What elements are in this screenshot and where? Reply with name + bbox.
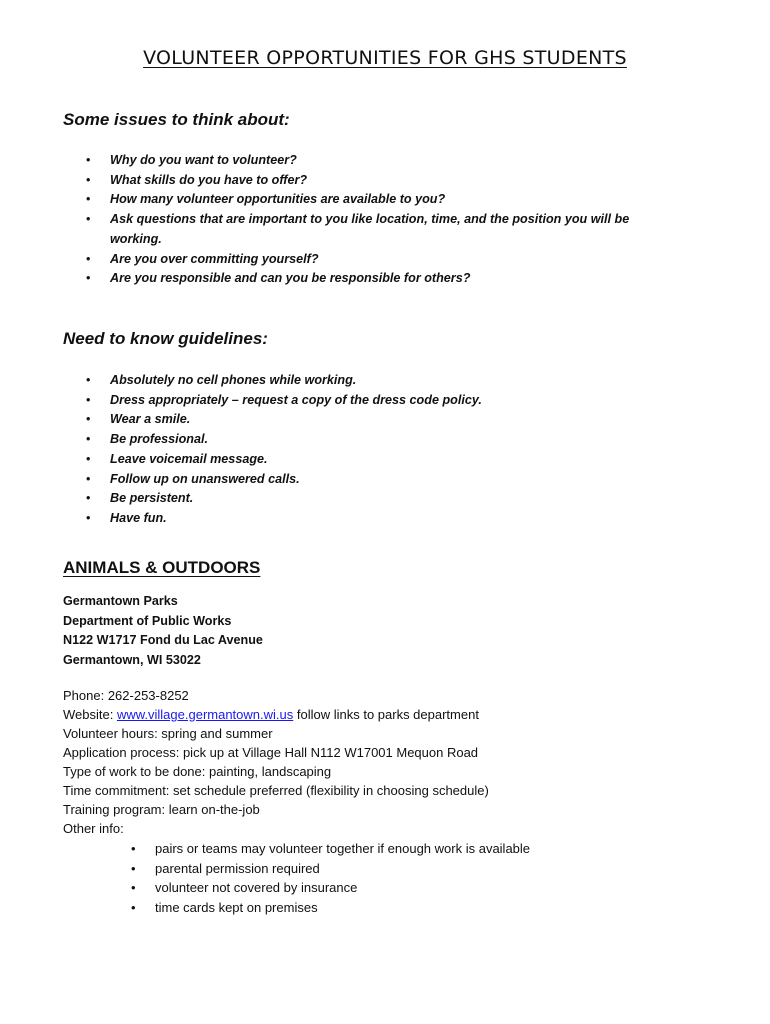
website-link[interactable]: www.village.germantown.wi.us (116, 707, 294, 722)
list-item: • parental permission required (131, 860, 320, 876)
list-item: • pairs or teams may volunteer together if enough work is available (131, 841, 531, 856)
org-name: Germantown Parks (63, 594, 178, 608)
list-item: • Why do you want to volunteer? (86, 153, 297, 167)
website-line: Website: www.village.germantown.wi.us follow links to parks department (63, 707, 479, 722)
guidelines-heading: Need to know guidelines: (63, 329, 268, 348)
list-item: • Are you responsible and can you be responsible for others? (86, 271, 471, 286)
issues-list (86, 151, 676, 289)
list-item: • How many volunteer opportunities are available to you? (86, 192, 446, 207)
issues-heading: Some issues to think about: (63, 110, 290, 129)
org-street: N122 W1717 Fond du Lac Avenue (63, 633, 263, 647)
list-item: • Are you over committing yourself? (86, 251, 319, 266)
list-item: • Be professional. (86, 432, 208, 447)
guidelines-list (86, 371, 676, 529)
organization-details (63, 686, 489, 838)
org-dept: Department of Public Works (63, 613, 232, 628)
document-title: VOLUNTEER OPPORTUNITIES FOR GHS STUDENTS (143, 47, 627, 69)
list-item: • Be persistent. (86, 491, 194, 506)
organization-address (63, 592, 263, 670)
list-item: • Leave voicemail message. (86, 451, 268, 466)
list-item: • Ask questions that are important to you like location, time, and the position you will be working. (86, 212, 630, 246)
list-item: • Wear a smile. (86, 412, 191, 427)
hours-line: Volunteer hours: spring and summer (63, 726, 273, 741)
application-line: Application process: pick up at Village Hall N112 W17001 Mequon Road (63, 745, 479, 760)
list-item: • Absolutely no cell phones while working. (86, 373, 357, 387)
other-info-label: Other info: (63, 821, 124, 836)
list-item: • Follow up on unanswered calls. (86, 471, 300, 486)
commitment-line: Time commitment: set schedule preferred (flexibility in choosing schedule) (63, 783, 489, 798)
list-item: • What skills do you have to offer? (86, 172, 308, 187)
org-city: Germantown, WI 53022 (63, 652, 201, 667)
training-line: Training program: learn on-the-job (63, 802, 260, 817)
list-item: • Have fun. (86, 510, 167, 525)
list-item: • volunteer not covered by insurance (131, 880, 358, 896)
other-info-list (131, 839, 691, 917)
list-item: • Dress appropriately – request a copy of the dress code policy. (86, 392, 482, 407)
section-heading-animals-outdoors: ANIMALS & OUTDOORS (63, 558, 261, 577)
list-item: • time cards kept on premises (131, 899, 318, 915)
phone-line: Phone: 262-253-8252 (63, 688, 189, 703)
work-type-line: Type of work to be done: painting, landscaping (63, 764, 332, 779)
